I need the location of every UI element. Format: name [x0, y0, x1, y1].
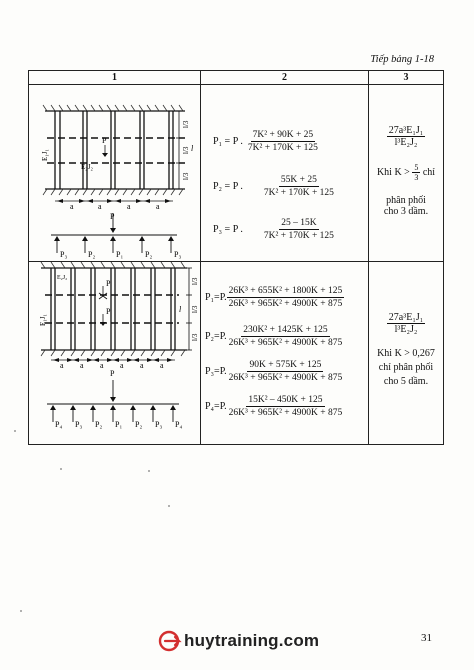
- reaction-label: P₂: [95, 420, 103, 429]
- distribution-note: chỉ phân phối: [378, 362, 434, 373]
- e1j1-label: E₁J₁: [39, 314, 47, 326]
- spacing-label: a: [98, 202, 102, 211]
- k-condition: Khi K > $\frac{5}{3}$ chỉ: [376, 163, 436, 182]
- distribution-note: phân phối cho 3 dầm.: [383, 195, 429, 217]
- formula-cell: [201, 262, 369, 445]
- load-label: P: [106, 279, 111, 288]
- note-cell: [369, 262, 444, 445]
- spacing-label: a: [140, 361, 144, 370]
- load-label: P: [110, 212, 115, 221]
- page-number: 31: [421, 632, 432, 644]
- five-beam-grid-diagram: [29, 262, 200, 444]
- spacing-label: a: [80, 361, 84, 370]
- spacing-label: a: [100, 361, 104, 370]
- spacing-label: a: [156, 202, 160, 211]
- scan-speck: [20, 610, 22, 612]
- header-col-3: 3: [369, 71, 444, 85]
- l3-label: l/3: [191, 305, 199, 313]
- header-col-2: 2: [201, 71, 369, 85]
- header-col-1: 1: [29, 71, 201, 85]
- reaction-label: P₂: [145, 250, 153, 259]
- load-label: P: [102, 136, 107, 145]
- three-beam-grid-diagram: [29, 85, 200, 261]
- figure-cell: [29, 262, 201, 445]
- reaction-label: P₂: [135, 420, 143, 429]
- reaction-label: P₂: [88, 250, 96, 259]
- load-label: P: [106, 307, 111, 316]
- reaction-label: P₁: [115, 420, 123, 429]
- formula-p2: P₂=P. $\frac{\text{230K² + 1425K + 125}}{\text{26K³ + 965K² + 4900K + 875}}$: [205, 325, 343, 348]
- spacing-label: a: [70, 202, 74, 211]
- k-definition: $\frac{\text{27a³E₁J₁}}{\text{l³E₂J₂}}$: [388, 125, 424, 148]
- reaction-label: P₄: [55, 420, 63, 429]
- table-caption: Tiếp bảng 1-18: [370, 54, 434, 65]
- logo-text: huytraining.com: [184, 631, 320, 650]
- l3-label: l/3: [191, 277, 199, 285]
- note-cell: [369, 85, 444, 262]
- reaction-label: P₃: [174, 250, 182, 259]
- distribution-note: cho 5 dầm.: [383, 376, 429, 387]
- reaction-label: P₃: [75, 420, 83, 429]
- formula-p2: P₂ = P . $\frac{55K + 25}{\text{7K² + 170K + 125}}$: [213, 175, 334, 198]
- site-logo: [158, 630, 319, 652]
- formula-p1: P₁=P. $\frac{\text{26K³ + 655K² + 1800K + 125}}{\text{26K³ + 965K² + 4900K + 875}}$: [205, 286, 343, 309]
- spacing-label: a: [120, 361, 124, 370]
- scan-speck: [60, 468, 62, 470]
- load-label: P: [110, 369, 115, 378]
- scan-speck: [148, 470, 150, 472]
- formula-p3: P₃ = P . $\frac{25 - 15K}{\text{7K² + 170K + 125}}$: [213, 218, 334, 241]
- reaction-label: P₄: [175, 420, 183, 429]
- header-row: [29, 71, 444, 85]
- l3-label: l/3: [182, 146, 190, 154]
- k-definition: $\frac{\text{27a³E₁J₁}}{\text{l³E₂J₂}}$: [388, 312, 424, 335]
- figure-cell: [29, 85, 201, 262]
- span-label: l: [191, 144, 194, 153]
- spacing-label: a: [127, 202, 131, 211]
- table-row: [29, 262, 444, 445]
- span-label: l: [179, 305, 182, 314]
- formula-table: [28, 70, 444, 445]
- spacing-label: a: [160, 361, 164, 370]
- l3-label: l/3: [182, 172, 190, 180]
- formula-p3: P₃=P. $\frac{90K + 575K + 125}{\text{26K³ + 965K² + 4900K + 875}}$: [205, 360, 343, 383]
- reaction-label: P₁: [116, 250, 124, 259]
- reaction-label: P₃: [60, 250, 68, 259]
- e2j2-label: E₂J₂: [57, 275, 68, 281]
- formula-cell: [201, 85, 369, 262]
- k-condition: Khi K > 0,267: [377, 348, 435, 359]
- spacing-label: a: [60, 361, 64, 370]
- scan-speck: [14, 430, 16, 432]
- reaction-label: P₃: [155, 420, 163, 429]
- l3-label: l/3: [191, 333, 199, 341]
- scan-speck: [168, 505, 170, 507]
- logo-icon: [158, 630, 184, 652]
- l3-label: l/3: [182, 120, 190, 128]
- table-row: [29, 85, 444, 262]
- formula-p1: P₁ = P . $\frac{\text{7K² + 90K + 25}}{\text{7K² + 170K + 125}}$: [213, 130, 318, 153]
- formula-p4: P₄=P. $\frac{\text{15K² – 450K + 125}}{\text{26K³ + 965K² + 4900K + 875}}$: [205, 395, 343, 418]
- e2j2-label: E₂J₂: [81, 163, 93, 171]
- e1j1-label: E₁J₁: [41, 149, 49, 161]
